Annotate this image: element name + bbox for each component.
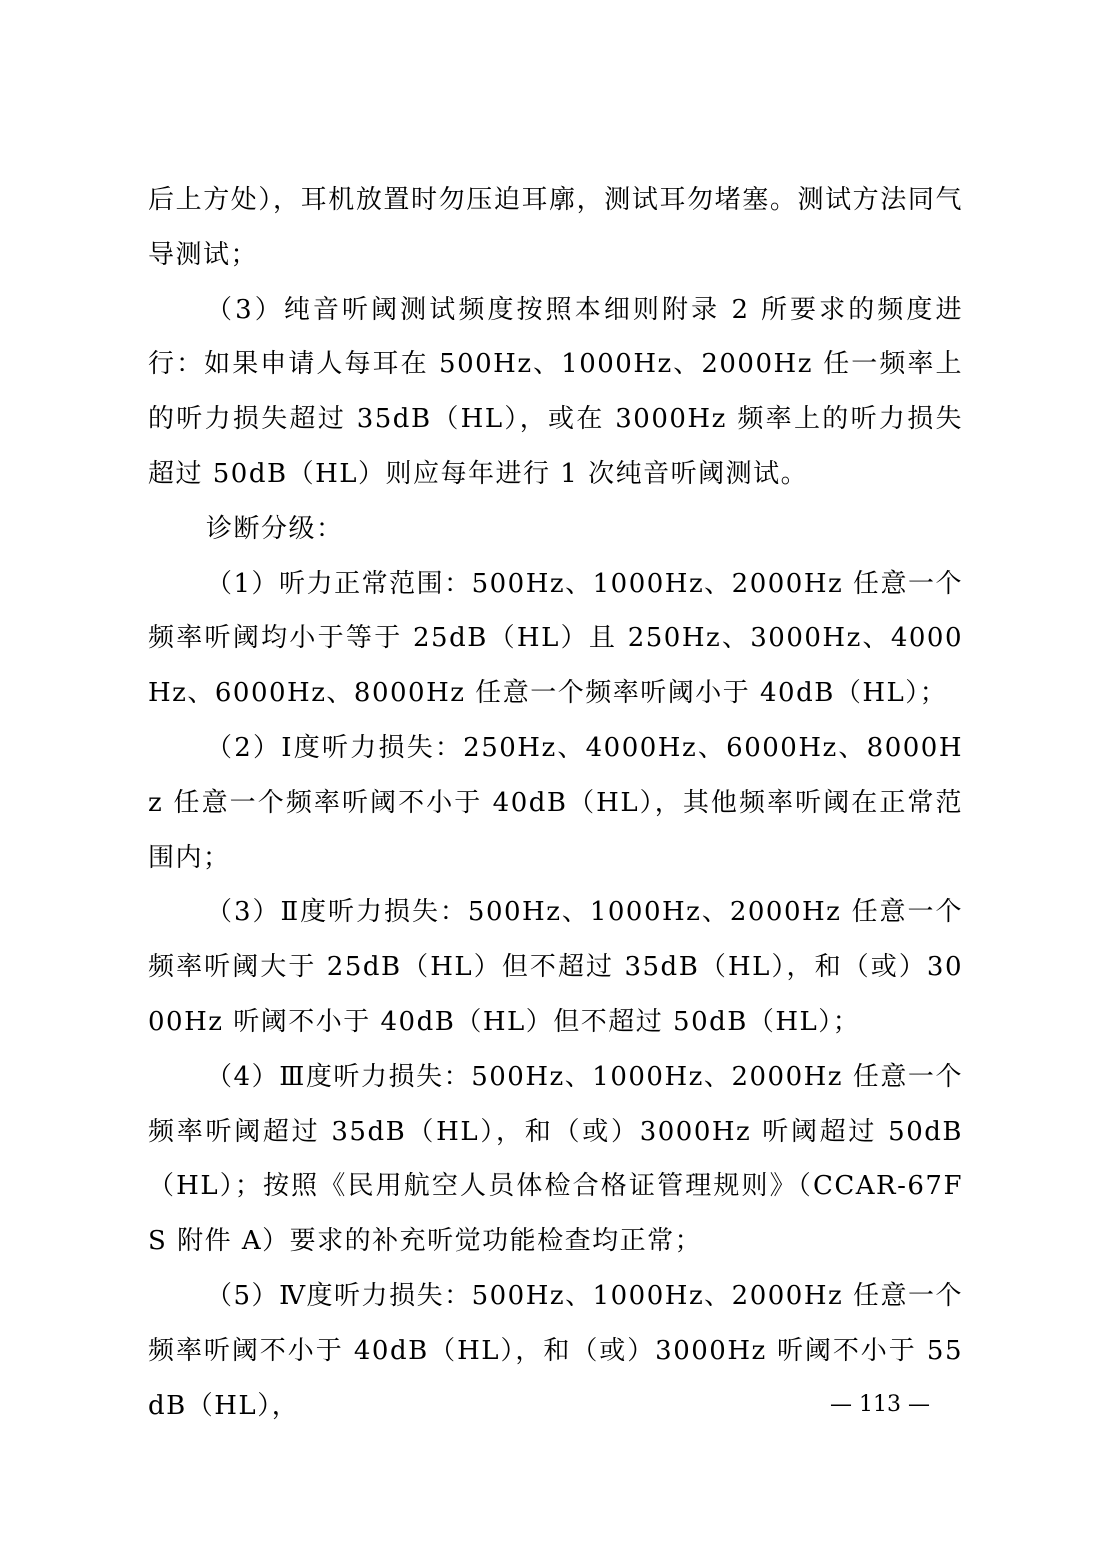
- page-number: — 113 —: [830, 1392, 930, 1417]
- paragraph-grade-4: （5）Ⅳ度听力损失：500Hz、1000Hz、2000Hz 任意一个频率听阈不小于 40dB（HL），和（或）3000Hz 听阈不小于 55dB（HL），: [148, 1280, 963, 1421]
- paragraph-normal-range: （1）听力正常范围：500Hz、1000Hz、2000Hz 任意一个频率听阈均小于等于 25dB（HL）且 250Hz、3000Hz、4000Hz、6000Hz、8000Hz 任意一个频率听阈小于 40dB（HL）；: [148, 568, 963, 709]
- paragraph-grade-1: （2）Ⅰ度听力损失：250Hz、4000Hz、6000Hz、8000Hz 任意一个频率听阈不小于 40dB（HL），其他频率听阈在正常范围内；: [148, 732, 963, 873]
- paragraph-test-frequency: （3）纯音听阈测试频度按照本细则附录 2 所要求的频度进行：如果申请人每耳在 500Hz、1000Hz、2000Hz 任一频率上的听力损失超过 35dB（HL），或在 3000Hz 频率上的听力损失超过 50dB（HL）则应每年进行 1 次纯音听阈测试。: [148, 294, 963, 489]
- paragraph-grade-2: （3）Ⅱ度听力损失：500Hz、1000Hz、2000Hz 任意一个频率听阈大于 25dB（HL）但不超过 35dB（HL），和（或）3000Hz 听阈不小于 40dB（HL）但不超过 50dB（HL）；: [148, 897, 963, 1037]
- paragraph-continuation: 后上方处），耳机放置时勿压迫耳廓，测试耳勿堵塞。测试方法同气导测试；: [148, 185, 963, 270]
- body-text: [148, 173, 963, 1433]
- paragraph-grade-3: （4）Ⅲ度听力损失：500Hz、1000Hz、2000Hz 任意一个频率听阈超过 35dB（HL），和（或）3000Hz 听阈超过 50dB（HL）；按照《民用航空人员体检合格证管理规则》（CCAR-67FS 附件 A）要求的补充听觉功能检查均正常；: [148, 1061, 963, 1257]
- paragraph-diagnosis-heading: 诊断分级：: [206, 513, 344, 544]
